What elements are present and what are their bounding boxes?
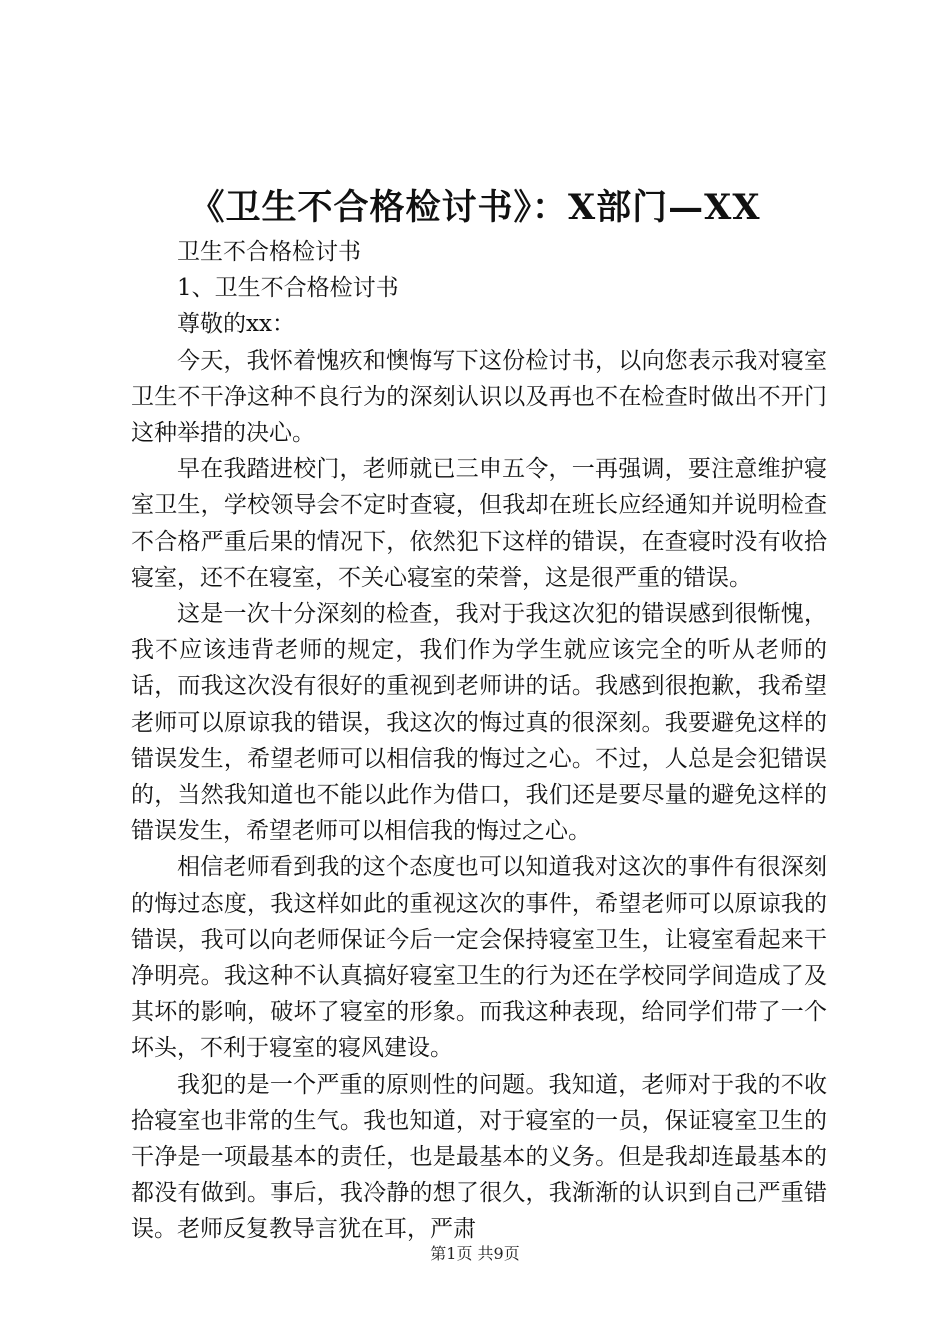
paragraph-subheading: 1、卫生不合格检讨书 bbox=[177, 275, 399, 302]
paragraph-salutation: 尊敬的xx： bbox=[177, 311, 295, 338]
paragraph: 这是一次十分深刻的检查，我对于我这次犯的错误感到很惭愧，我不应该违背老师的规定，我们作为学生就应该完全的听从老师的话，而我这次没有很好的重视到老师讲的话。我感到很抱歉，我希望老师可以原谅我的错误，我这次的悔过真的很深刻。我要避免这样的错误发生，希望老师可以相信我的悔过之心。不过，人总是会犯错误的，当然我知道也不能以此作为借口，我们还是要尽量的避免这样的错误发生，希望老师可以相信我的悔过之心。 bbox=[131, 601, 827, 845]
document-title: 《卫生不合格检讨书》：X部门—XX bbox=[189, 187, 761, 228]
paragraph: 我犯的是一个严重的原则性的问题。我知道，老师对于我的不收拾寝室也非常的生气。我也知道，对于寝室的一员，保证寝室卫生的干净是一项最基本的责任，也是最基本的义务。但是我却连最基本的都没有做到。事后，我冷静的想了很久，我渐渐的认识到自己严重错误。老师反复教导言犹在耳，严肃 bbox=[131, 1071, 827, 1243]
paragraph: 今天，我怀着愧疚和懊悔写下这份检讨书，以向您表示我对寝室卫生不干净这种不良行为的深刻认识以及再也不在检查时做出不开门这种举措的决心。 bbox=[131, 347, 827, 447]
paragraph: 早在我踏进校门，老师就已三申五令，一再强调，要注意维护寝室卫生，学校领导会不定时查寝，但我却在班长应经通知并说明检查不合格严重后果的情况下，依然犯下这样的错误，在查寝时没有收拾寝室，还不在寝室，不关心寝室的荣誉，这是很严重的错误。 bbox=[131, 456, 827, 591]
page-number-footer: 第1页 共9页 bbox=[430, 1244, 520, 1263]
document-body bbox=[131, 234, 827, 1248]
paragraph-heading: 卫生不合格检讨书 bbox=[177, 239, 361, 265]
paragraph: 相信老师看到我的这个态度也可以知道我对这次的事件有很深刻的悔过态度，我这样如此的重视这次的事件，希望老师可以原谅我的错误，我可以向老师保证今后一定会保持寝室卫生，让寝室看起来干净明亮。我这种不认真搞好寝室卫生的行为还在学校同学间造成了及其坏的影响，破坏了寝室的形象。而我这种表现，给同学们带了一个坏头，不利于寝室的寝风建设。 bbox=[131, 854, 827, 1062]
